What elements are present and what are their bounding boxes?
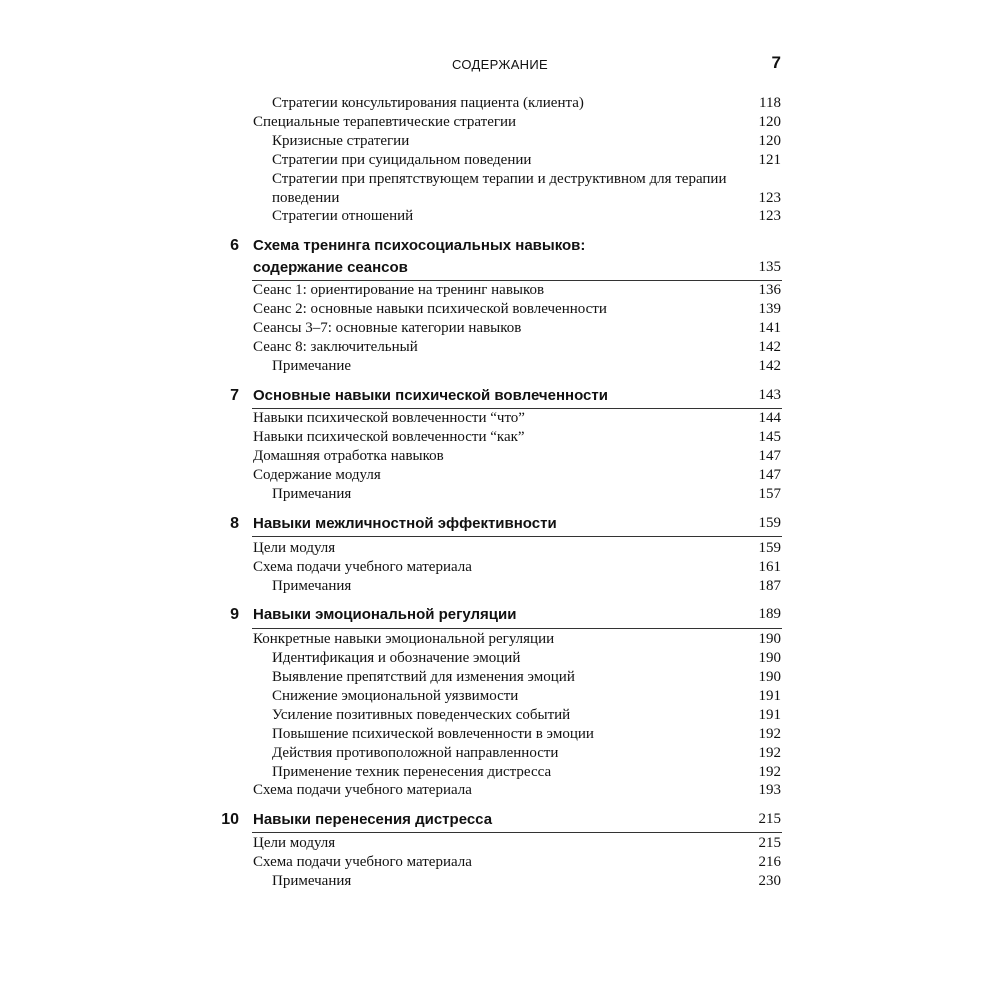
chapter-title: содержание сеансов — [253, 259, 408, 276]
toc-entry — [0, 300, 1000, 319]
toc-entry-title: Примечания — [272, 578, 352, 594]
toc-entry-page: 142 — [758, 339, 781, 355]
toc-entry-page: 190 — [758, 631, 781, 647]
chapter-page: 189 — [758, 606, 781, 622]
chapter-title: Навыки межличностной эффективности — [253, 515, 557, 532]
chapter-number: 8 — [230, 515, 239, 532]
toc-entry-title: Примечание — [272, 358, 352, 374]
toc-entry — [0, 113, 1000, 132]
toc-entry-page: 191 — [758, 707, 781, 723]
toc-entry-title: Усиление позитивных поведенческих событий — [272, 707, 571, 723]
toc-entry-title: Сеансы 3–7: основные категории навыков — [253, 320, 522, 336]
toc-entry-title: Снижение эмоциональной уязвимости — [272, 688, 519, 704]
toc-entry-page: 216 — [758, 854, 781, 870]
chapter-rule — [252, 536, 782, 537]
toc-entry — [0, 725, 1000, 744]
toc-entry-page: 193 — [758, 782, 781, 798]
chapter-page: 159 — [758, 515, 781, 531]
toc-entry-title: Схема подачи учебного материала — [253, 782, 472, 798]
toc-entry-title: Цели модуля — [253, 540, 336, 556]
toc-entry-title: Стратегии при суицидальном поведении — [272, 152, 532, 168]
toc-entry-page: 141 — [758, 320, 781, 336]
toc-entry-title: Применение техник перенесения дистресса — [272, 764, 552, 780]
toc-entry — [0, 207, 1000, 226]
toc-entry-page: 190 — [758, 669, 781, 685]
chapter-number: 9 — [230, 606, 239, 623]
toc-entry-title: Стратегии при препятствующем терапии и деструктивном для терапии — [272, 171, 727, 187]
toc-entry-page: 142 — [758, 358, 781, 374]
toc-entry — [0, 338, 1000, 357]
page-number: 7 — [771, 53, 781, 72]
toc-entry-page: 187 — [758, 578, 781, 594]
toc-entry-title: Схема подачи учебного материала — [253, 854, 472, 870]
toc-entry — [0, 94, 1000, 113]
toc-entry-title: Примечания — [272, 486, 352, 502]
toc-chapter-7 — [0, 386, 1000, 405]
toc-entry-title: Сеанс 8: заключительный — [253, 339, 418, 355]
toc-entry-title: Повышение психической вовлеченности в эмоции — [272, 726, 594, 742]
chapter-title: Навыки эмоциональной регуляции — [253, 606, 517, 623]
chapter-page: 135 — [758, 259, 781, 275]
toc-entry-page: 123 — [758, 190, 781, 206]
toc-entry — [0, 630, 1000, 649]
toc-entry-title: Содержание модуля — [253, 467, 381, 483]
toc-entry-title: Схема подачи учебного материала — [253, 559, 472, 575]
toc-chapter-9 — [0, 605, 1000, 624]
chapter-number: 6 — [230, 237, 239, 254]
chapter-page: 143 — [758, 387, 781, 403]
toc-entry-title: Сеанс 2: основные навыки психической вовлеченности — [253, 301, 607, 317]
toc-entry — [0, 781, 1000, 800]
chapter-rule — [252, 832, 782, 833]
toc-chapter-6 — [0, 236, 1000, 255]
toc-entry-page: 147 — [758, 448, 781, 464]
toc-entry-page: 123 — [758, 208, 781, 224]
toc-entry — [0, 853, 1000, 872]
toc-entry-title: Цели модуля — [253, 835, 336, 851]
toc-entry — [0, 763, 1000, 782]
chapter-rule — [252, 628, 782, 629]
toc-entry — [0, 706, 1000, 725]
toc-entry-page: 157 — [758, 486, 781, 502]
toc-entry-title: Сеанс 1: ориентирование на тренинг навыков — [253, 282, 545, 298]
toc-entry-title: Специальные терапевтические стратегии — [253, 114, 517, 130]
toc-entry-title: Кризисные стратегии — [272, 133, 410, 149]
toc-chapter-10 — [0, 810, 1000, 829]
toc-entry — [0, 319, 1000, 338]
toc-entry-title: Примечания — [272, 873, 352, 889]
toc-entry — [0, 132, 1000, 151]
toc-entry-page: 190 — [758, 650, 781, 666]
toc-entry — [0, 466, 1000, 485]
toc-entry — [0, 649, 1000, 668]
toc-entry-title: Навыки психической вовлеченности “что” — [253, 410, 525, 426]
toc-entry-page: 192 — [758, 726, 781, 742]
toc-entry-page: 136 — [758, 282, 781, 298]
chapter-title: Основные навыки психической вовлеченности — [253, 387, 608, 404]
chapter-page: 215 — [758, 811, 781, 827]
toc-entry — [0, 357, 1000, 376]
toc-entry-page: 147 — [758, 467, 781, 483]
toc-entry-title: Домашняя отработка навыков — [253, 448, 444, 464]
toc-entry — [0, 189, 1000, 208]
toc-entry — [0, 428, 1000, 447]
toc-entry-title: Действия противоположной направленности — [272, 745, 559, 761]
toc-entry — [0, 687, 1000, 706]
toc-entry-page: 159 — [758, 540, 781, 556]
toc-entry-page: 191 — [758, 688, 781, 704]
toc-entry-title: Конкретные навыки эмоциональной регуляции — [253, 631, 555, 647]
chapter-number: 10 — [221, 811, 239, 828]
toc-entry-page: 230 — [758, 873, 781, 889]
toc-entry — [0, 409, 1000, 428]
toc-entry — [0, 558, 1000, 577]
toc-entry — [0, 834, 1000, 853]
toc-entry-title: Стратегии консультирования пациента (клиента) — [272, 95, 584, 111]
toc-entry-page: 120 — [758, 114, 781, 130]
toc-entry — [0, 151, 1000, 170]
toc-entry-page: 145 — [758, 429, 781, 445]
toc-entry-title: Стратегии отношений — [272, 208, 414, 224]
toc-entry — [0, 744, 1000, 763]
chapter-title: Схема тренинга психосоциальных навыков: — [253, 237, 586, 254]
toc-entry-page: 192 — [758, 764, 781, 780]
toc-entry — [0, 281, 1000, 300]
toc-entry-page: 120 — [758, 133, 781, 149]
toc-entry — [0, 447, 1000, 466]
chapter-number: 7 — [230, 387, 239, 404]
toc-entry — [0, 170, 1000, 189]
toc-chapter-8 — [0, 514, 1000, 533]
toc-entry — [0, 668, 1000, 687]
toc-entry-page: 215 — [758, 835, 781, 851]
toc-entry-page: 139 — [758, 301, 781, 317]
toc-entry — [0, 872, 1000, 891]
toc-entry-title: Идентификация и обозначение эмоций — [272, 650, 521, 666]
toc-entry-title: поведении — [272, 190, 340, 206]
toc-chapter-6-cont — [0, 258, 1000, 277]
toc-entry-page: 144 — [758, 410, 781, 426]
toc-entry — [0, 577, 1000, 596]
toc-entry-page: 161 — [758, 559, 781, 575]
toc-entry — [0, 485, 1000, 504]
toc-entry-page: 121 — [758, 152, 781, 168]
toc-entry-page: 118 — [759, 95, 781, 111]
toc-entry-title: Навыки психической вовлеченности “как” — [253, 429, 525, 445]
chapter-title: Навыки перенесения дистресса — [253, 811, 493, 828]
toc-entry — [0, 539, 1000, 558]
toc-entry-title: Выявление препятствий для изменения эмоций — [272, 669, 575, 685]
running-header-title: СОДЕРЖАНИЕ — [451, 57, 548, 72]
toc-entry-page: 192 — [758, 745, 781, 761]
